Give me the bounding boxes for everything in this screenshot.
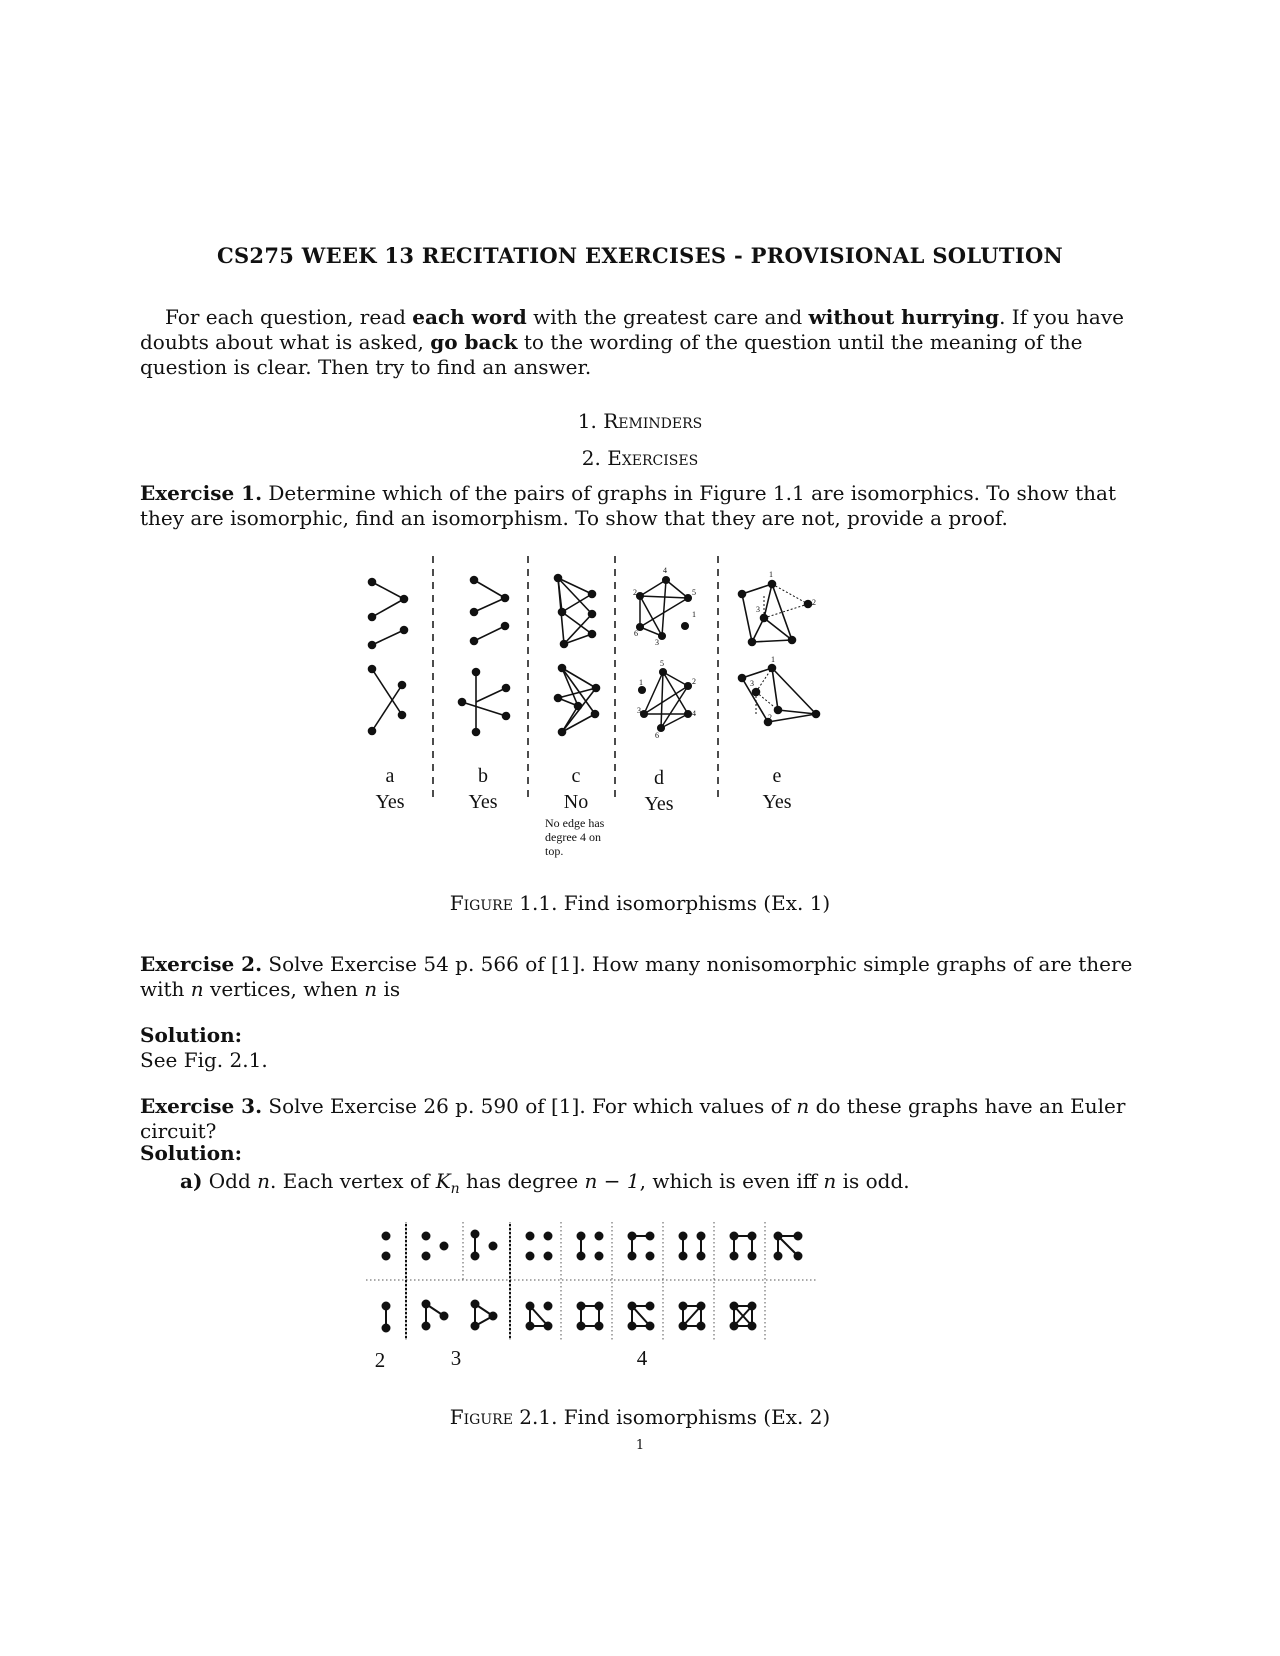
vertex-label: 3 xyxy=(756,605,760,614)
group-label-4: 4 xyxy=(636,1346,648,1370)
math-var: n xyxy=(257,1169,271,1193)
solution-label: Solution: xyxy=(140,1141,243,1165)
math-var: n xyxy=(823,1169,837,1193)
math-subscript: n xyxy=(450,1181,460,1197)
page-number: 1 xyxy=(635,1438,645,1453)
group-label-3: 3 xyxy=(450,1346,462,1370)
item-text: is odd. xyxy=(836,1169,910,1193)
section-number: 1. xyxy=(577,409,597,433)
item-text: . Each vertex of xyxy=(270,1169,436,1193)
section-title: Reminders xyxy=(603,409,703,433)
exercise-label: Exercise 2. xyxy=(140,952,263,976)
item-text: , which is even iff xyxy=(639,1169,824,1193)
exercise-text: Solve Exercise 26 p. 590 of [1]. For which values of xyxy=(268,1094,797,1118)
group-label-2: 2 xyxy=(374,1348,386,1372)
column-answer: Yes xyxy=(762,791,792,813)
vertex-label: 3 xyxy=(750,679,754,688)
exercise-text: Determine which of the pairs of graphs in Figure 1.1 are isomorphics. To show that they are isomorphic, find an isomorphism. To show that they are not, provide a proof. xyxy=(140,481,1117,530)
vertex-label: 4 xyxy=(692,709,696,718)
vertex-label: 1 xyxy=(769,570,773,579)
math-var: n xyxy=(796,1094,810,1118)
intro-text-4: to the wording of the question until the meaning of the question is clear. Then try to find an answer. xyxy=(140,330,1083,379)
intro-bold-2: without hurrying xyxy=(808,305,1000,329)
graphs-n2 xyxy=(383,1233,390,1332)
caption-label: Figure 2.1. xyxy=(449,1405,558,1429)
item-label: a) xyxy=(180,1169,203,1193)
vertex-label: 5 xyxy=(692,588,696,597)
intro-text-3: . If you have doubts about what is asked, xyxy=(140,305,1124,354)
column-answer: No xyxy=(563,791,589,813)
column-letter: c xyxy=(571,765,581,787)
intro-bold-1: each word xyxy=(412,305,527,329)
math-var: n xyxy=(364,977,378,1001)
vertex-label: 1 xyxy=(692,610,696,619)
exercise-text: do these graphs have an Euler circuit? xyxy=(140,1094,1126,1143)
solution-label: Solution: xyxy=(140,1023,243,1047)
figure-2-1-caption xyxy=(0,1405,1280,1430)
caption-label: Figure 1.1. xyxy=(449,891,558,915)
exercise-label: Exercise 1. xyxy=(140,481,263,505)
column-answer: Yes xyxy=(468,791,498,813)
item-text: Odd xyxy=(208,1169,258,1193)
intro-text-2: with the greatest care and xyxy=(526,305,809,329)
column-letter: a xyxy=(385,765,395,787)
graphs-n4-top xyxy=(527,1233,802,1260)
intro-bold-3: go back xyxy=(430,330,518,354)
page-title: CS275 WEEK 13 RECITATION EXERCISES - PROVISIONAL SOLUTION xyxy=(216,243,1064,268)
vertex-label: 6 xyxy=(655,731,659,740)
figure-2-1-group-dividers xyxy=(406,1224,510,1340)
column-letter: b xyxy=(478,765,488,787)
vertex-label: 6 xyxy=(634,629,638,638)
vertex-label: 2 xyxy=(633,588,637,597)
vertex-label: 2 xyxy=(812,598,816,607)
section-number: 2. xyxy=(581,446,601,470)
math-var: n xyxy=(190,977,204,1001)
column-answer: Yes xyxy=(644,793,674,815)
item-text: has degree xyxy=(459,1169,585,1193)
math-var: K xyxy=(435,1169,451,1193)
vertex-label: 1 xyxy=(639,678,643,687)
vertex-label: 5 xyxy=(660,659,664,668)
column-c-note: No edge has degree 4 on top. xyxy=(545,816,605,858)
vertex-label: 4 xyxy=(663,566,667,575)
column-letter: d xyxy=(654,767,664,789)
solution-text: See Fig. 2.1. xyxy=(140,1048,268,1072)
exercise-text: is xyxy=(377,977,401,1001)
exercise-text: vertices, when xyxy=(203,977,365,1001)
vertex-label: 3 xyxy=(655,638,659,647)
section-title: Exercises xyxy=(607,446,699,470)
column-answer: Yes xyxy=(375,791,405,813)
intro-text-1: For each question, read xyxy=(165,305,413,329)
vertex-label: 3 xyxy=(637,706,641,715)
vertex-label: 1 xyxy=(771,655,775,664)
caption-text: Find isomorphisms (Ex. 2) xyxy=(563,1405,831,1429)
caption-text: Find isomorphisms (Ex. 1) xyxy=(563,891,831,915)
column-letter: e xyxy=(772,765,782,787)
math-expr: n − 1 xyxy=(584,1169,640,1193)
exercise-label: Exercise 3. xyxy=(140,1094,263,1118)
exercise-text: Solve Exercise 54 p. 566 of [1]. How many nonisomorphic simple graphs of are there with xyxy=(140,952,1133,1001)
vertex-label: 2 xyxy=(768,713,772,722)
vertex-label: 2 xyxy=(692,677,696,686)
